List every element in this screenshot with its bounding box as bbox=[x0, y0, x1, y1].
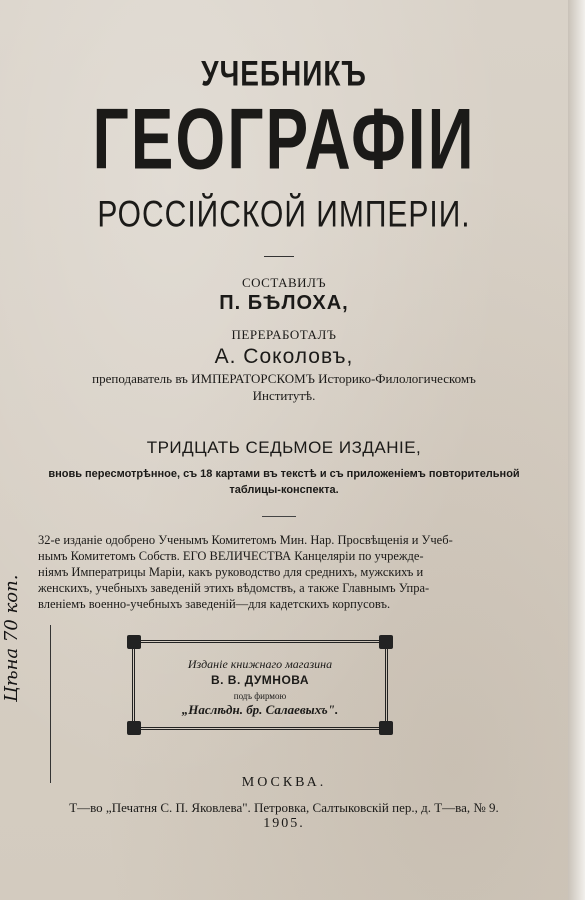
publisher-name: В. В. ДУМНОВА bbox=[210, 673, 310, 687]
author-name: П. БѢЛОХА, bbox=[219, 292, 349, 314]
approval-note bbox=[38, 532, 508, 612]
approval-line: ніямъ Императрицы Маріи, какъ руководство для среднихъ, мужскихъ и bbox=[38, 565, 424, 579]
publisher-line1: Изданіе книжнаго магазина bbox=[187, 657, 333, 671]
reviser-name: А. Соколовъ, bbox=[214, 345, 354, 368]
ornament-corner-icon bbox=[379, 721, 393, 735]
title-line-uchebnik: УЧЕБНИКЪ bbox=[201, 54, 367, 93]
imprint-city: МОСКВА. bbox=[241, 775, 327, 790]
reviser-position-line1: преподаватель въ ИМПЕРАТОРСКОМЪ Историко-Филологическомъ bbox=[92, 371, 476, 386]
imprint-year: 1905. bbox=[263, 816, 305, 831]
ornament-corner-icon bbox=[379, 635, 393, 649]
publisher-line3: подъ фирмою bbox=[233, 691, 287, 701]
revised-label: ПЕРЕРАБОТАЛЪ bbox=[231, 327, 337, 342]
approval-line: 32-е изданіе одобрено Ученымъ Комитетомъ Мин. Нар. Просвѣщенія и Учеб- bbox=[38, 533, 453, 547]
reviser-position-line2: Институтѣ. bbox=[252, 388, 316, 403]
title-line-empire: РОССІЙСКОЙ ИМПЕРІИ. bbox=[97, 193, 471, 235]
edition-description-line1: вновь пересмотрѣнное, съ 18 картами въ текстѣ и съ приложеніемъ повторительной bbox=[48, 468, 520, 480]
price-stamp-border bbox=[50, 625, 51, 783]
divider-rule bbox=[264, 256, 294, 257]
page-edge bbox=[568, 0, 585, 900]
price-stamp: Цѣна 70 коп. bbox=[1, 574, 22, 702]
approval-line: нымъ Комитетомъ Собств. ЕГО ВЕЛИЧЕСТВА Канцеляріи по учрежде- bbox=[38, 549, 424, 563]
compiled-label: СОСТАВИЛЪ bbox=[241, 275, 327, 290]
ornament-corner-icon bbox=[127, 635, 141, 649]
edition-title: ТРИДЦАТЬ СЕДЬМОЕ ИЗДАНІЕ, bbox=[146, 438, 422, 457]
publisher-box bbox=[132, 640, 388, 730]
approval-line: женскихъ, учебныхъ заведеній этихъ вѣдомствъ, а также Главнымъ Упра- bbox=[38, 581, 430, 595]
ornament-corner-icon bbox=[127, 721, 141, 735]
edition-description-line2: таблицы-конспекта. bbox=[229, 484, 339, 496]
approval-line: вленіемъ военно-учебныхъ заведеній—для кадетскихъ корпусовъ. bbox=[38, 597, 391, 611]
title-line-geografii: ГЕОГРАФІИ bbox=[92, 90, 476, 188]
imprint-printer: Т—во „Печатня С. П. Яковлева". Петровка, Салтыковскій пер., д. Т—ва, № 9. bbox=[69, 800, 499, 815]
publisher-firm: „Наслѣдн. бр. Салаевыхъ". bbox=[181, 702, 339, 717]
divider-rule-2 bbox=[262, 516, 296, 517]
